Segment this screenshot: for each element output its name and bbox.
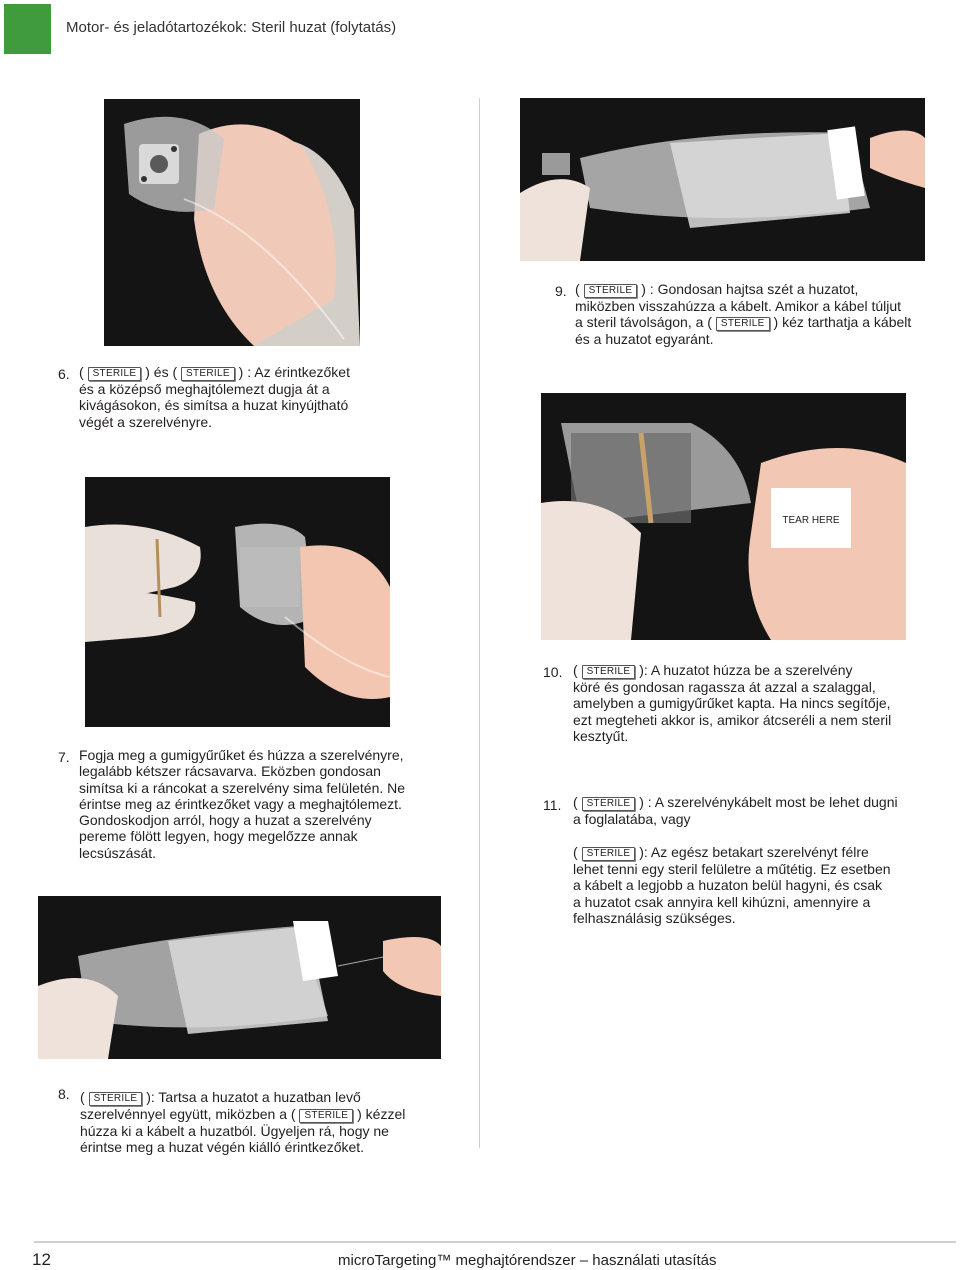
header-color-block — [4, 4, 51, 54]
step-11-text: ( STERILE ) : A szerelvénykábelt most be lehet dugni a foglalatába, vagy — [573, 794, 898, 827]
sterile-badge: STERILE — [89, 1092, 143, 1106]
step-6-number: 6. — [58, 366, 70, 382]
sterile-badge: STERILE — [716, 317, 770, 331]
step-8-number: 8. — [58, 1086, 70, 1102]
sterile-badge: STERILE — [299, 1109, 353, 1123]
photo-step-9 — [520, 98, 925, 261]
step-8-text: ( STERILE ): Tartsa a huzatot a huzatban levő szerelvénnyel együtt, miközben a ( STERILE ) kézzel húzza ki a kábelt a huzatból. Ügyeljen rá, hogy ne érintse meg a huzat végén kiálló érintkezőket. — [80, 1089, 406, 1156]
footer-title: microTargeting™ meghajtórendszer – használati utasítás — [338, 1252, 717, 1269]
photo-step-6 — [104, 99, 360, 346]
sterile-badge: STERILE — [582, 797, 636, 811]
page-number: 12 — [32, 1250, 51, 1269]
photo-step-10 — [541, 393, 906, 640]
sterile-badge: STERILE — [582, 665, 636, 679]
step-9-number: 9. — [555, 283, 567, 299]
step-9-text: ( STERILE ) : Gondosan hajtsa szét a huzatot, miközben visszahúzza a kábelt. Amikor a kábel túljut a steril távolságon, a ( STERILE ) kéz tarthatja a kábelt és a huzatot egyaránt. — [575, 281, 912, 348]
column-divider — [479, 98, 480, 1148]
step-6-text: ( STERILE ) és ( STERILE ) : Az érintkezőket és a középső meghajtólemezt dugja át a kivágásokon, és simítsa a huzat kinyújtható végét a szerelvényre. — [79, 364, 350, 430]
page-header-title: Motor- és jeladótartozékok: Steril huzat (folytatás) — [66, 19, 397, 36]
step-11-alternative-text: ( STERILE ): Az egész betakart szerelvényt félre lehet tenni egy steril felületre a műtétig. Ez esetben a kábelt a legjobb a huzaton belül hagyni, és csak a huzatot csak annyira kell kihúzni, amennyire a felhasználásig szükséges. — [573, 844, 891, 926]
step-11-number: 11. — [543, 797, 562, 813]
footer-divider — [34, 1241, 956, 1243]
photo-step-7 — [85, 477, 390, 727]
step-7-number: 7. — [58, 749, 70, 765]
sterile-badge: STERILE — [181, 367, 235, 381]
photo-step-8 — [38, 896, 441, 1059]
step-7-text: Fogja meg a gumigyűrűket és húzza a szerelvényre, legalább kétszer rácsavarva. Eközben gondosan simítsa ki a ráncokat a szerelvény sima felületén. Ne érintse meg az érintkezőket vagy a meghajtólemezt. Gondoskodjon arról, hogy a huzat a szerelvény pereme fölött legyen, hogy megelőzze annak lecsúszását. — [79, 747, 406, 861]
step-10-number: 10. — [543, 664, 563, 680]
step-10-text: ( STERILE ): A huzatot húzza be a szerelvény köré és gondosan ragassza át azzal a szalaggal, amelyben a gumigyűrűket kapta. Ha nincs segítője, ezt megteheti akkor is, amikor átcseréli a nem steril kesztyűt. — [573, 662, 892, 744]
sterile-badge: STERILE — [88, 367, 142, 381]
tear-here-label: TEAR HERE — [782, 515, 840, 526]
sterile-badge: STERILE — [584, 284, 638, 298]
sterile-badge: STERILE — [582, 847, 636, 861]
